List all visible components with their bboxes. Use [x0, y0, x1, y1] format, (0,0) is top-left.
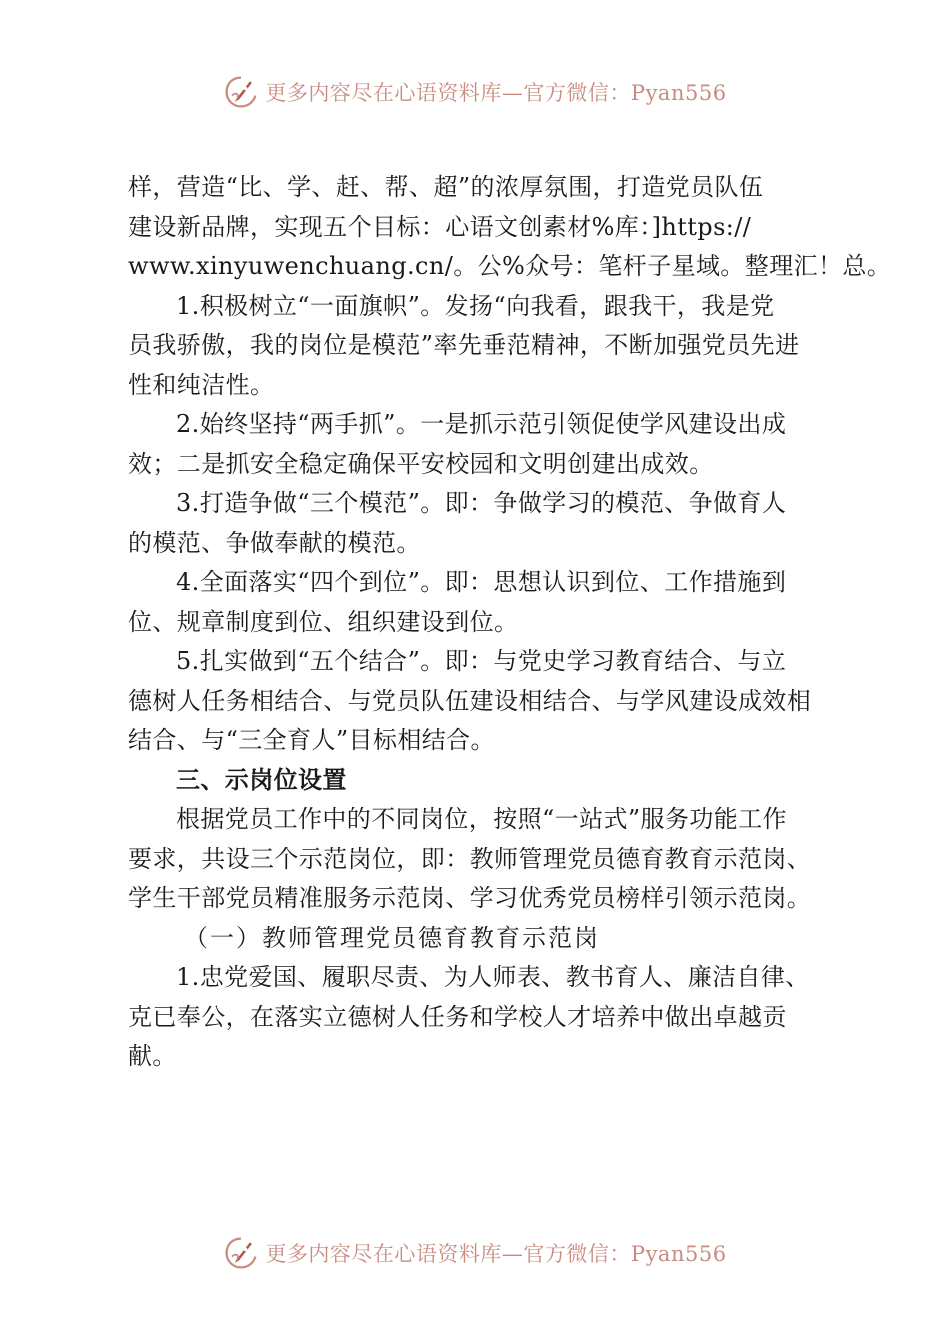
body-line: 根据党员工作中的不同岗位，按照“一站式”服务功能工作: [176, 805, 787, 833]
body-line: 要求，共设三个示范岗位，即：教师管理党员德育教育示范岗、: [128, 844, 812, 873]
body-line: 效；二是抓安全稳定确保平安校园和文明创建出成效。: [128, 449, 714, 478]
body-line: 献。: [128, 1042, 177, 1070]
goal-item-3: 3.打造争做“三个模范”。即：争做学习的模范、争做育人: [176, 489, 787, 517]
goal-item-1: 1.积极树立“一面旗帜”。发扬“向我看，跟我干，我是党: [176, 291, 775, 320]
body-line: 建设新品牌，实现五个目标：心语文创素材%库：]https://: [128, 212, 752, 241]
header-watermark: [0, 72, 950, 112]
footer-watermark: [0, 1233, 950, 1273]
body-line: 克已奉公，在落实立德树人任务和学校人才培养中做出卓越贡: [128, 1002, 787, 1031]
goal-item-4: 4.全面落实“四个到位”。即：思想认识到位、工作措施到: [176, 568, 787, 596]
section-heading: 三、示岗位设置: [176, 765, 347, 794]
body-line: 位、规章制度到位、组织建设到位。: [128, 607, 519, 636]
watermark-text: 更多内容尽在心语资料库—官方微信：Pyan556: [265, 1242, 727, 1266]
requirement-item-1: 1.忠党爱国、履职尽责、为人师表、教书育人、廉洁自律、: [176, 963, 810, 991]
subsection-heading: （一）教师管理党员德育教育示范岗: [184, 923, 600, 952]
body-line: 的模范、争做奉献的模范。: [128, 528, 421, 557]
watermark-text: 更多内容尽在心语资料库—官方微信：Pyan556: [265, 81, 727, 105]
pen-nib-logo-icon: [223, 1235, 259, 1271]
goal-item-2: 2.始终坚持“两手抓”。一是抓示范引领促使学风建设出成: [176, 410, 787, 438]
pen-nib-logo-icon: [223, 74, 259, 110]
body-line: 样，营造“比、学、赶、帮、超”的浓厚氛围，打造党员队伍: [128, 173, 764, 201]
body-line: www.xinyuwenchuang.cn/。公%众号：笔杆子星域。整理汇！总。: [128, 252, 892, 280]
body-line: 结合、与“三全育人”目标相结合。: [128, 726, 495, 754]
goal-item-5: 5.扎实做到“五个结合”。即：与党史学习教育结合、与立: [176, 647, 787, 675]
body-line: 员我骄傲，我的岗位是模范”率先垂范精神，不断加强党员先进: [128, 331, 800, 359]
body-line: 性和纯洁性。: [128, 370, 275, 399]
body-line: 学生干部党员精准服务示范岗、学习优秀党员榜样引领示范岗。: [128, 884, 812, 912]
body-line: 德树人任务相结合、与党员队伍建设相结合、与学风建设成效相: [128, 686, 812, 715]
document-body: [128, 168, 892, 1077]
